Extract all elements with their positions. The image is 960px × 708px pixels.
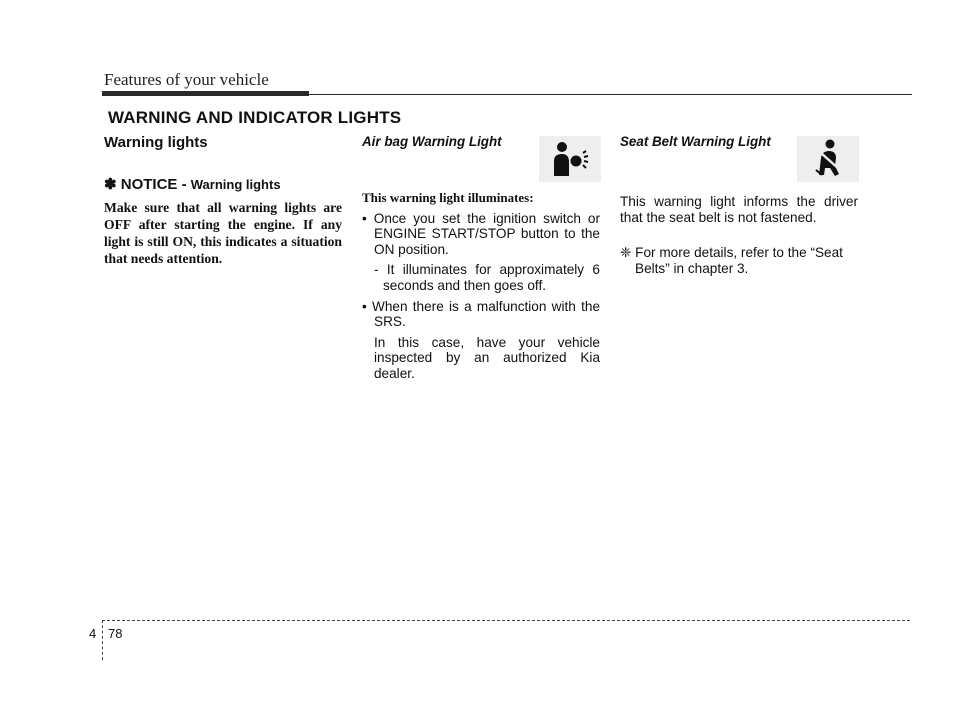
column-warning-lights	[104, 134, 342, 267]
airbag-sub-item: - It illuminates for approximately 6 seconds and then goes off.	[374, 262, 600, 293]
header-title: Features of your vehicle	[104, 70, 269, 89]
header-rule	[309, 94, 912, 95]
column-airbag	[362, 134, 600, 382]
airbag-heading: Air bag Warning Light	[362, 134, 502, 149]
airbag-bullet-malfunction: • When there is a malfunction with the SRS.	[362, 298, 600, 330]
notice-subtitle: Warning lights	[190, 177, 281, 192]
seat-belt-note: ❈ For more details, refer to the “Seat Belts” in chapter 3.	[620, 245, 843, 276]
column-seat-belt	[620, 134, 858, 276]
airbag-dealer-text: In this case, have your vehicle inspected by an authorized Kia dealer.	[374, 334, 600, 381]
warning-lights-heading: Warning lights	[104, 134, 208, 151]
footer-rule	[102, 620, 910, 621]
seat-belt-heading: Seat Belt Warning Light	[620, 134, 771, 149]
airbag-bullet-ignition: • Once you set the ignition switch or ENGINE START/STOP button to the ON position.	[362, 210, 600, 257]
seat-belt-text: This warning light informs the driver that the seat belt is not fastened.	[620, 194, 858, 225]
chapter-number: 4	[89, 626, 97, 641]
section-title: WARNING AND INDICATOR LIGHTS	[108, 108, 402, 127]
page-number: 78	[108, 626, 123, 641]
notice-heading	[104, 175, 342, 193]
notice-label: NOTICE -	[120, 176, 187, 193]
airbag-intro: This warning light illuminates:	[362, 190, 534, 205]
footer-divider	[102, 620, 103, 660]
header-bar	[102, 91, 309, 96]
notice-symbol: ✽	[104, 176, 117, 193]
seat-belt-warning-icon	[797, 136, 859, 182]
notice-text: Make sure that all warning lights are OFF after starting the engine. If any light is still ON, this indicates a situation that needs attention.	[104, 200, 342, 266]
airbag-warning-icon	[539, 136, 601, 182]
